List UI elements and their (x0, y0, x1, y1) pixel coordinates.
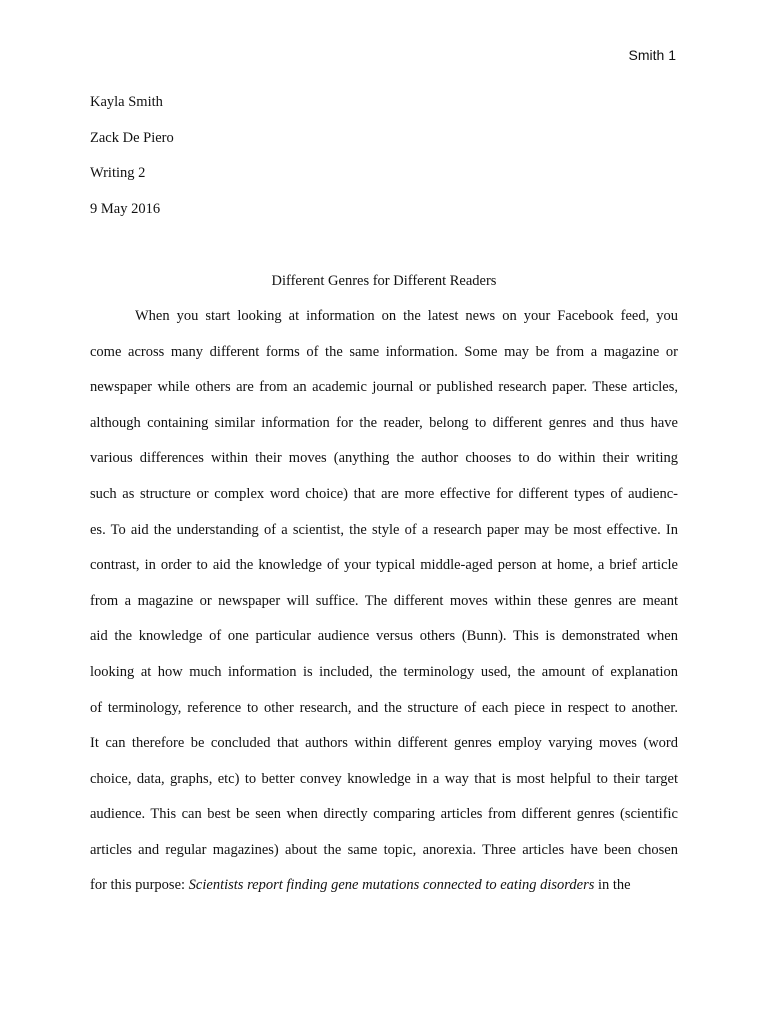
body-line: aid the knowledge of one particular audience versus others (Bunn). This is demonstrated when (90, 628, 678, 644)
body-line: choice, data, graphs, etc) to better convey knowledge in a way that is most helpful to their target (90, 771, 678, 787)
body-line: come across many different forms of the same information. Some may be from a magazine or (90, 344, 678, 360)
body-line: looking at how much information is included, the terminology used, the amount of explanation (90, 664, 678, 680)
body-line: from a magazine or newspaper will suffice. The different moves within these genres are meant (90, 593, 678, 609)
body-line-suffix: in the (594, 877, 631, 893)
essay-title: Different Genres for Different Readers (271, 273, 497, 289)
heading-course: Writing 2 (90, 165, 146, 181)
body-line: When you start looking at information on the latest news on your Facebook feed, you (135, 308, 678, 324)
body-line-prefix: for this purpose: (90, 877, 189, 893)
body-line: contrast, in order to aid the knowledge of your typical middle-aged person at home, a brief article (90, 557, 678, 573)
heading-student-name: Kayla Smith (90, 94, 163, 110)
heading-instructor-name: Zack De Piero (90, 130, 174, 146)
body-line: newspaper while others are from an academic journal or published research paper. These articles, (90, 379, 678, 395)
body-line: of terminology, reference to other research, and the structure of each piece in respect to another. (90, 700, 678, 716)
heading-date: 9 May 2016 (90, 201, 161, 217)
body-line: es. To aid the understanding of a scientist, the style of a research paper may be most effective. In (90, 522, 678, 538)
body-line: such as structure or complex word choice) that are more effective for different types of audienc- (90, 486, 678, 502)
body-line: articles and regular magazines) about the same topic, anorexia. Three articles have been chosen (90, 842, 678, 858)
body-line: various differences within their moves (anything the author chooses to do within their writing (90, 450, 678, 466)
body-line: although containing similar information for the reader, belong to different genres and thus have (90, 415, 678, 431)
body-line: audience. This can best be seen when directly comparing articles from different genres (scientific (90, 806, 678, 822)
body-line-last (90, 876, 678, 894)
running-header-page-number: Smith 1 (628, 47, 676, 63)
article-title-citation: Scientists report finding gene mutations connected to eating disorders (188, 877, 595, 893)
body-line: It can therefore be concluded that authors within different genres employ varying moves (word (90, 735, 678, 751)
